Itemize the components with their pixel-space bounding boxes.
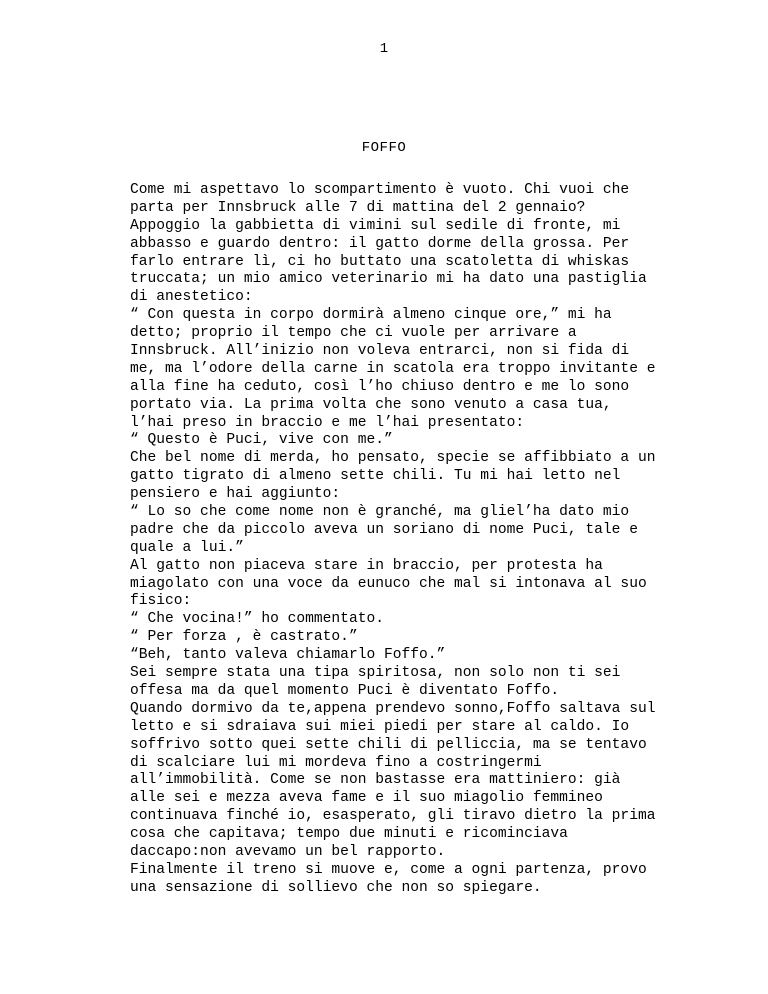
text-line: parta per Innsbruck alle 7 di mattina del 2 gennaio? (130, 199, 586, 216)
text-line: “ Questo è Puci, vive con me.” (130, 432, 393, 449)
text-line: alle sei e mezza aveva fame e il suo miagolio femmineo (130, 790, 603, 807)
text-line: di anestetico: (130, 289, 253, 306)
text-line: daccapo:non avevamo un bel rapporto. (130, 843, 446, 860)
text-line: gatto tigrato di almeno sette chili. Tu mi hai letto nel (130, 468, 621, 485)
page-number: 1 (379, 41, 389, 57)
text-line: abbasso e guardo dentro: il gatto dorme della grossa. Per (130, 235, 630, 252)
text-line: letto e si sdraiava sui miei piedi per stare al caldo. Io (130, 718, 630, 735)
text-line: fisico: (130, 593, 192, 610)
text-line: offesa ma da quel momento Puci è diventato Foffo. (130, 682, 560, 699)
text-line: padre che da piccolo aveva un soriano di nome Puci, tale e (130, 521, 638, 538)
text-line: l’hai preso in braccio e me l’hai presentato: (130, 414, 525, 431)
text-line: Appoggio la gabbietta di vimini sul sedile di fronte, mi (130, 217, 621, 234)
text-line: Quando dormivo da te,appena prendevo sonno,Foffo saltava sul (130, 700, 656, 717)
text-line: Come mi aspettavo lo scompartimento è vuoto. Chi vuoi che (130, 182, 630, 198)
text-line: truccata; un mio amico veterinario mi ha dato una pastiglia (130, 271, 647, 288)
text-line: Al gatto non piaceva stare in braccio, per protesta ha (130, 557, 603, 574)
text-line: portato via. La prima volta che sono venuto a casa tua, (130, 396, 612, 413)
text-line: soffrivo sotto quei sette chili di pelliccia, ma se tentavo (130, 736, 647, 753)
text-line: Sei sempre stata una tipa spiritosa, non solo non ti sei (130, 665, 621, 682)
text-line: quale a lui.” (130, 539, 244, 556)
text-line: Innsbruck. All’inizio non voleva entrarci, non si fida di (130, 343, 630, 360)
text-line: Finalmente il treno si muove e, come a ogni partenza, provo (130, 861, 647, 878)
text-line: “ Con questa in corpo dormirà almeno cinque ore,” mi ha (130, 307, 612, 324)
text-line: Che bel nome di merda, ho pensato, specie se affibbiato a un (130, 450, 656, 467)
text-line: una sensazione di sollievo che non so spiegare. (130, 879, 542, 896)
text-line: “ Per forza , è castrato.” (130, 629, 358, 646)
text-line: “Beh, tanto valeva chiamarlo Foffo.” (130, 647, 446, 664)
text-line: continuava finché io, esasperato, gli tiravo dietro la prima (130, 808, 656, 825)
text-line: “ Che vocina!” ho commentato. (130, 611, 384, 628)
text-line: di scalciare lui mi mordeva fino a costringermi (130, 754, 542, 771)
text-line: all’immobilità. Come se non bastasse era mattiniero: già (130, 772, 621, 789)
text-line: farlo entrare lì, ci ho buttato una scatoletta di whiskas (130, 253, 630, 270)
text-line: pensiero e hai aggiunto: (130, 486, 341, 503)
text-line: miagolato con una voce da eunuco che mal si intonava al suo (130, 575, 647, 592)
text-line: alla fine ha ceduto, così l’ho chiuso dentro e me lo sono (130, 378, 630, 395)
text-line: cosa che capitava; tempo due minuti e ricominciava (130, 826, 568, 843)
text-line: detto; proprio il tempo che ci vuole per arrivare a (130, 325, 577, 342)
text-line: me, ma l’odore della carne in scatola era troppo invitante e (130, 360, 656, 377)
chapter-title: FOFFO (361, 140, 407, 156)
body-text (130, 182, 750, 898)
text-line: “ Lo so che come nome non è granché, ma gliel’ha dato mio (130, 504, 630, 521)
